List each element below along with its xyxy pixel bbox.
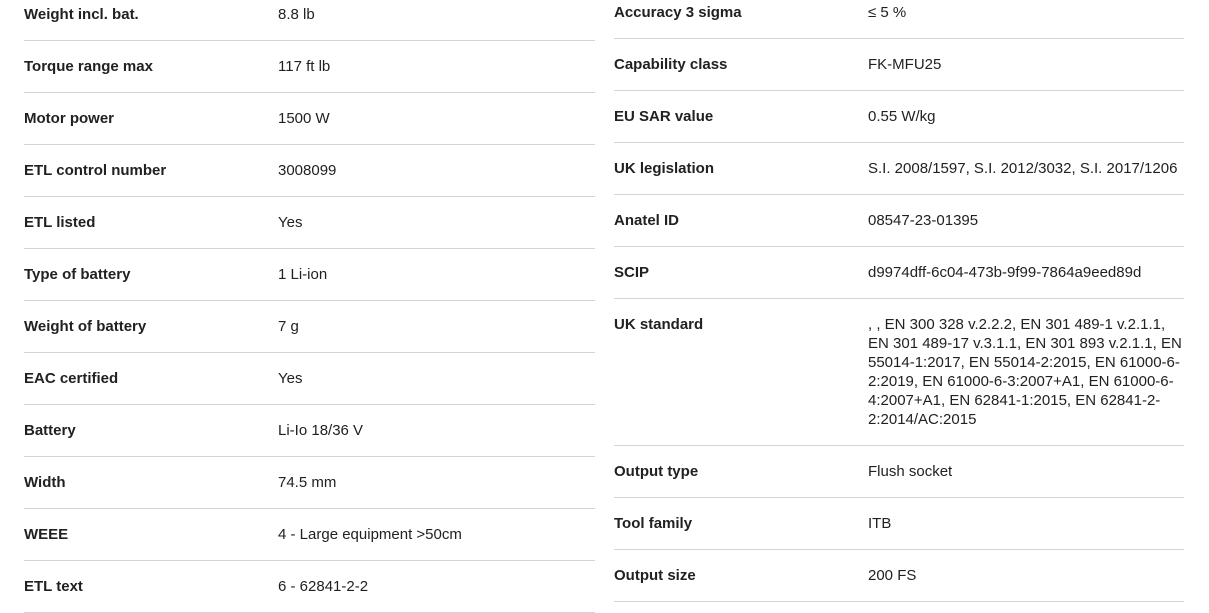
spec-label: EU SAR value — [614, 108, 714, 125]
spec-value: Yes — [278, 370, 303, 387]
spec-row — [24, 405, 595, 457]
spec-value: 8.8 lb — [278, 6, 315, 23]
spec-value: Flush socket — [868, 463, 953, 480]
spec-value: 1500 W — [278, 110, 330, 127]
spec-table-left — [24, 0, 595, 613]
spec-label: Battery — [24, 422, 76, 439]
spec-value: 08547-23-01395 — [868, 212, 979, 229]
spec-row — [24, 249, 595, 301]
spec-value: 74.5 mm — [278, 474, 337, 491]
spec-row — [24, 509, 595, 561]
spec-label: EAC certified — [24, 370, 119, 387]
spec-value: Li-Io 18/36 V — [278, 422, 364, 439]
spec-label: ETL text — [24, 578, 83, 595]
spec-row — [24, 561, 595, 613]
spec-value: Yes — [278, 214, 303, 231]
spec-value: 117 ft lb — [278, 58, 331, 75]
spec-table-right — [614, 0, 1184, 602]
spec-label: Capability class — [614, 56, 728, 73]
spec-label: Motor power — [24, 110, 114, 127]
spec-label: Weight of battery — [24, 318, 147, 335]
spec-row — [614, 39, 1184, 91]
spec-label: Tool family — [614, 515, 693, 532]
spec-row — [24, 301, 595, 353]
spec-label: Output type — [614, 463, 699, 480]
spec-value: FK-MFU25 — [868, 56, 942, 73]
spec-row — [24, 41, 595, 93]
spec-row — [614, 299, 1184, 446]
spec-row — [24, 145, 595, 197]
spec-value: 3008099 — [278, 162, 337, 179]
spec-row — [24, 353, 595, 405]
spec-label: Width — [24, 474, 66, 491]
spec-label: Weight incl. bat. — [24, 6, 139, 23]
spec-row — [24, 457, 595, 509]
spec-value: d9974dff-6c04-473b-9f99-7864a9eed89d — [868, 264, 1142, 281]
spec-row — [614, 446, 1184, 498]
spec-row — [614, 247, 1184, 299]
spec-value: , , EN 300 328 v.2.2.2, EN 301 489-1 v.2.1.1, EN 301 489-17 v.3.1.1, EN 301 893 v.2.1.1, EN 55014-1:2017, EN 55014-2:2015, EN 61000-6-2:2019, EN 61000-6-3:2007+A1, EN 61000-6-4:2007+A1, EN 62841-1:2015, EN 62841-2-2:2014/AC:2015 — [868, 316, 1182, 428]
spec-row — [614, 143, 1184, 195]
spec-value: 7 g — [278, 318, 299, 335]
spec-row — [614, 91, 1184, 143]
spec-label: SCIP — [614, 264, 650, 281]
spec-label: Accuracy 3 sigma — [614, 4, 742, 21]
spec-row — [24, 0, 595, 41]
spec-label: Anatel ID — [614, 212, 680, 229]
spec-label: Torque range max — [24, 58, 153, 75]
spec-label: UK standard — [614, 316, 704, 333]
spec-row — [614, 195, 1184, 247]
spec-row — [614, 498, 1184, 550]
spec-label: Output size — [614, 567, 696, 584]
spec-label: UK legislation — [614, 160, 715, 177]
spec-label: Type of battery — [24, 266, 131, 283]
spec-label: ETL listed — [24, 214, 96, 231]
spec-row — [614, 0, 1184, 39]
spec-row — [24, 93, 595, 145]
spec-row — [24, 197, 595, 249]
spec-value: S.I. 2008/1597, S.I. 2012/3032, S.I. 2017/1206 — [868, 160, 1178, 177]
spec-value: ≤ 5 % — [868, 4, 907, 21]
spec-value: 6 - 62841-2-2 — [278, 578, 369, 595]
spec-value: 4 - Large equipment >50cm — [278, 526, 462, 543]
spec-label: ETL control number — [24, 162, 167, 179]
spec-row — [614, 550, 1184, 602]
spec-label: WEEE — [24, 526, 69, 543]
spec-value: 0.55 W/kg — [868, 108, 936, 125]
spec-value: 200 FS — [868, 567, 917, 584]
spec-value: ITB — [868, 515, 892, 532]
spec-value: 1 Li-ion — [278, 266, 328, 283]
